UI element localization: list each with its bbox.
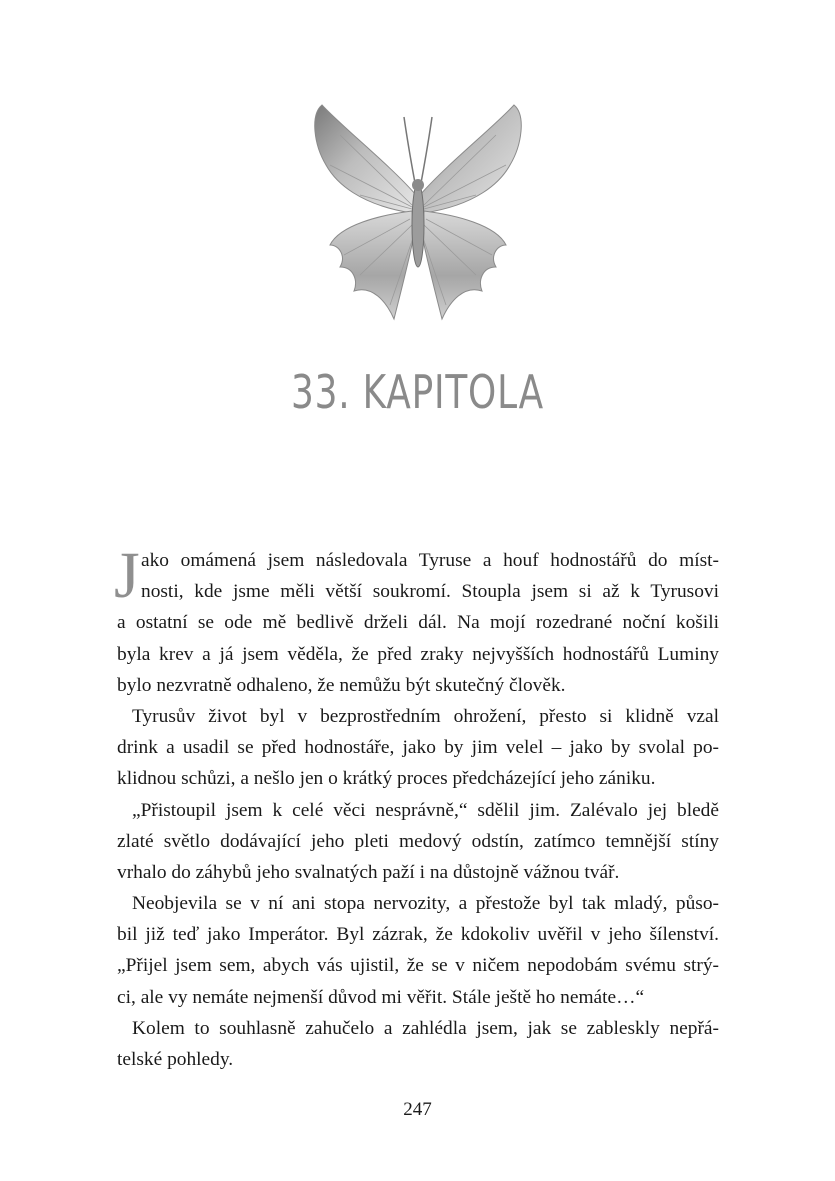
dropcap: J [114,539,140,612]
text-line: klidnou schůzi, a nešlo jen o krátký proces předcházející jeho zániku. [117,768,656,790]
text-line: a ostatní se ode mě bedlivě drželi dál. Na mojí rozedrané noční košili [117,612,719,634]
butterfly-body [412,183,424,267]
text-line: drink a usadil se před hodnostáře, jako by jim velel – jako by svolal po- [117,737,719,759]
body-text [114,539,719,1075]
chapter-title: 33. KAPITOLA [290,365,545,419]
text-line: vrhalo do záhybů jeho svalnatých paží i na důstojně vážnou tvář. [117,861,620,883]
text-line: bylo nezvratně odhaleno, že nemůžu být skutečný člověk. [117,674,566,696]
text-line: nosti, kde jsme měli větší soukromí. Stoupla jsem si až k Tyrusovi [141,581,719,603]
text-line: bil již teď jako Imperátor. Byl zázrak, že kdokoliv uvěřil v jeho šílenství. [117,924,719,946]
butterfly-icon [300,95,536,327]
text-line: Neobjevila se v ní ani stopa nervozity, a přestože byl tak mladý, půso- [132,893,719,915]
text-line: ci, ale vy nemáte nejmenší důvod mi věřit. Stále ještě ho nemáte…“ [117,986,645,1008]
text-line: „Přistoupil jsem k celé věci nesprávně,“ sdělil jim. Zalévalo jej bledě [132,799,719,821]
text-line: zlaté světlo dodávající jeho pleti medový odstín, zatímco temnější stíny [117,830,719,852]
page-number: 247 [403,1099,432,1120]
lower-wing-right [422,211,506,319]
antenna-right [421,117,432,183]
antenna-left [404,117,415,183]
text-line: telské pohledy. [117,1049,234,1070]
text-line: byla krev a já jsem věděla, že před zraky nejvyšších hodnostářů Luminy [117,643,719,665]
text-line: Kolem to souhlasně zahučelo a zahlédla jsem, jak se zableskly nepřá- [132,1017,719,1039]
lower-wing-left [330,211,414,319]
text-line: ako omámená jsem následovala Tyruse a houf hodnostářů do míst- [141,550,719,571]
text-line: „Přijel jsem sem, abych vás ujistil, že se v ničem nepodobám svému strý- [117,955,719,977]
text-line: Tyrusův život byl v bezprostředním ohrožení, přesto si klidně vzal [132,705,719,727]
